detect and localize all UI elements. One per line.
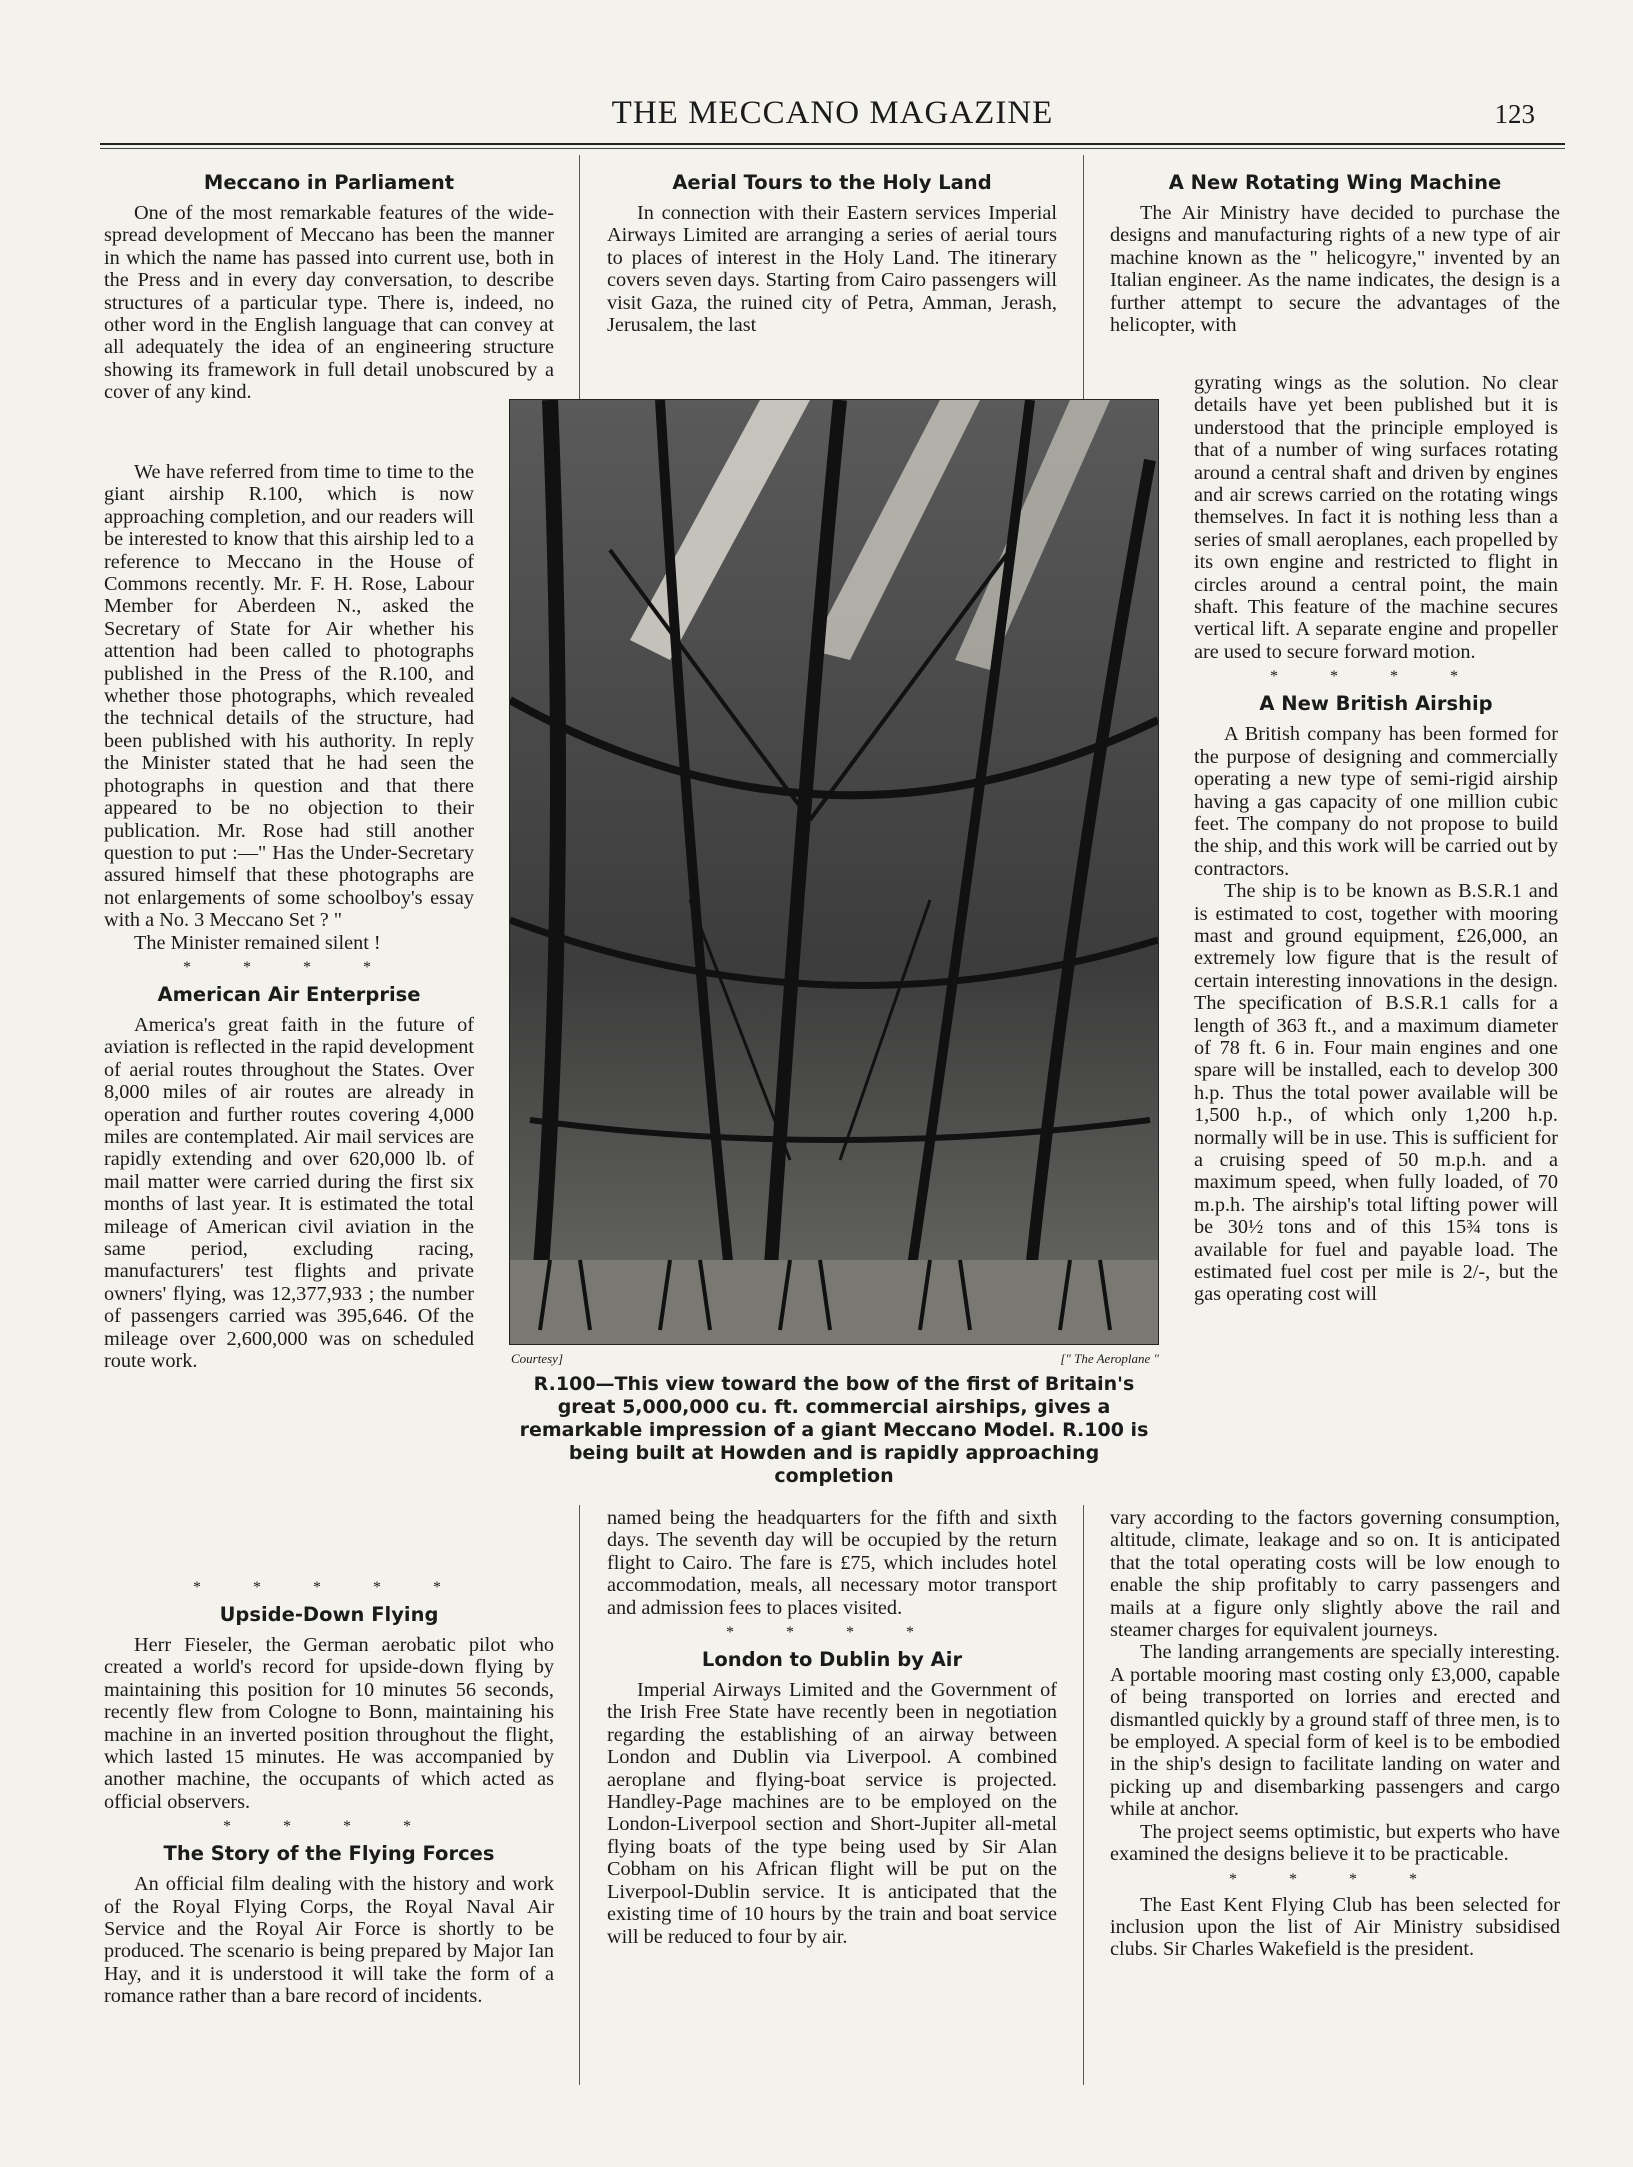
left-column-bottom bbox=[104, 1574, 554, 2008]
paragraph: The Air Ministry have decided to purchase the designs and manufacturing rights of a new type of air machine known as the " helicogyre," invented by an Italian engineer. As the name indicates, the design is a further attempt to secure the advantages of the helicopter, with bbox=[1110, 202, 1560, 337]
article-title: Aerial Tours to the Holy Land bbox=[672, 171, 992, 194]
paragraph: Imperial Airways Limited and the Government of the Irish Free State have recently been in negotiation regarding the establishing of an airway between London and Dublin via Liverpool. A combined aeroplane and flying-boat service is projected. Handley-Page machines are to be employed on the London-Liverpool section and Short-Jupiter all-metal flying boats of the type being used by Sir Alan Cobham on his African flight will be put on the Liverpool-Dublin service. It is anticipated that the existing time of 10 hours by the train and boat service will be reduced to four by air. bbox=[607, 1679, 1057, 1948]
right-column-top bbox=[1110, 170, 1560, 336]
article-title: Upside-Down Flying bbox=[219, 1603, 439, 1626]
paragraph: America's great faith in the future of aviation is reflected in the rapid development of aerial routes throughout the States. Over 8,000 miles of air routes are already in operation and further routes covering 4,000 miles are contemplated. Air mail services are rapidly extending and over 620,000 lb. of mail matter were carried during the first six months of last year. It is estimated the total mileage of American civil aviation in the same period, excluding racing, manufacturers' test flights and private owners' flying, was 12,377,933 ; the number of passengers carried was 395,646. Of the mileage over 2,600,000 was on scheduled route work. bbox=[104, 1013, 474, 1373]
middle-column-bottom bbox=[607, 1507, 1057, 1948]
paragraph: gyrating wings as the solution. No clear details have yet been published but it is understood that the principle employed is that of a number of wing surfaces rotating around a central shaft and driven by engines and air screws carried on the rotating wings themselves. In fact it is nothing less than a series of small aeroplanes, each propelled by its own engine and restricted to flight in circles around a central point, the main shaft. This feature of the machine secures vertical lift. A separate engine and propeller are used to secure forward motion. bbox=[1194, 372, 1558, 663]
paragraph: The project seems optimistic, but experts who have examined the designs believe it to be practicable. bbox=[1110, 1820, 1560, 1866]
page-header bbox=[100, 95, 1565, 135]
column-divider bbox=[1083, 155, 1084, 399]
paragraph: An official film dealing with the history and work of the Royal Flying Corps, the Royal Naval Air Service and the Royal Air Force is shortly to be produced. The scenario is being prepared by Major Ian Hay, and it is understood it will take the form of a romance rather than a bare record of incidents. bbox=[104, 1873, 554, 2008]
article-title: Meccano in Parliament bbox=[203, 171, 455, 194]
column-divider bbox=[1083, 1505, 1084, 2085]
paragraph: In connection with their Eastern services Imperial Airways Limited are arranging a series of aerial tours to places of interest in the Holy Land. The itinerary covers seven days. Starting from Cairo passengers will visit Gaza, the ruined city of Petra, Amman, Jerash, Jerusalem, the last bbox=[607, 202, 1057, 337]
section-separator: * * * * bbox=[1229, 1870, 1441, 1888]
credit-left: Courtesy] bbox=[511, 1351, 563, 1366]
paragraph: The ship is to be known as B.S.R.1 and is estimated to cost, together with mooring mast and ground equipment, £26,000, an extremely low figure that is the result of certain interesting innovations in the design. The specification of B.S.R.1 calls for a length of 363 ft., and a maximum diameter of 78 ft. 6 in. Four main engines and one spare will be installed, each to develop 300 h.p. Thus the total power available will be 1,500 h.p., of which only 1,200 h.p. normally will be in use. This is sufficient for a cruising speed of 50 m.p.h. and a maximum speed, when fully loaded, of 70 m.p.h. The airship's total lifting power will be 30½ tons and of this 15¾ tons is available for fuel and payable load. The estimated fuel cost per mile is 2/-, but the gas operating cost will bbox=[1194, 880, 1558, 1306]
section-separator: * * * * bbox=[726, 1624, 938, 1642]
section-separator: * * * * * bbox=[193, 1579, 465, 1596]
middle-column-top bbox=[607, 170, 1057, 336]
paragraph: We have referred from time to time to the giant airship R.100, which is now approaching completion, and our readers will be interested to know that this airship led to a reference to Meccano in the House of Commons recently. Mr. F. H. Rose, Labour Member for Aberdeen N., asked the Secretary of State for Air whether his attention had been called to photographs published in the Press of the R.100, and whether those photographs, which revealed the technical details of the structure, had been published with his authority. In reply the Minister stated that he had seen the photographs in question and that there appeared to be no objection to their publication. Mr. Rose had still another question to put :—" Has the Under-Secretary assured himself that these photographs are not enlargements of some schoolboy's essay with a No. 3 Meccano Set ? " bbox=[104, 461, 474, 932]
airship-photograph bbox=[509, 399, 1159, 1345]
left-column-top bbox=[104, 170, 554, 404]
header-rule-thin bbox=[100, 148, 1565, 149]
article-title: A New British Airship bbox=[1259, 692, 1493, 716]
paragraph: named being the headquarters for the fifth and sixth days. The seventh day will be occupied by the return flight to Cairo. The fare is £75, which includes hotel accommodation, meals, all necessary motor transport and admission fees to places visited. bbox=[607, 1507, 1057, 1619]
paragraph: vary according to the factors governing consumption, altitude, climate, leakage and so on. It is anticipated that the total operating costs will be low enough to enable the ship profitably to carry passengers and mails at a figure only slightly above the rail and steamer charges for equivalent journeys. bbox=[1110, 1507, 1560, 1642]
article-title: The Story of the Flying Forces bbox=[163, 1842, 495, 1866]
article-title: London to Dublin by Air bbox=[701, 1648, 963, 1672]
paragraph: The Minister remained silent ! bbox=[134, 931, 381, 954]
left-column-narrow bbox=[104, 461, 474, 1372]
paragraph: The East Kent Flying Club has been selected for inclusion upon the list of Air Ministry subsidised clubs. Sir Charles Wakefield is the president. bbox=[1110, 1893, 1560, 1961]
paragraph: A British company has been formed for the purpose of designing and commercially operating a new type of semi-rigid airship having a gas capacity of one million cubic feet. The company do not propose to build the ship, and this work will be carried out by contractors. bbox=[1194, 723, 1558, 880]
right-column-bottom bbox=[1110, 1507, 1560, 1961]
photo-block bbox=[509, 399, 1159, 1488]
article-title: A New Rotating Wing Machine bbox=[1168, 171, 1502, 194]
article-title: American Air Enterprise bbox=[157, 982, 421, 1006]
section-separator: * * * * bbox=[223, 1818, 435, 1836]
right-column-narrow bbox=[1194, 372, 1558, 1306]
masthead: THE MECCANO MAGAZINE bbox=[611, 95, 1054, 131]
page-number: 123 bbox=[1494, 99, 1535, 129]
credit-right: [" The Aeroplane " bbox=[1060, 1351, 1159, 1366]
column-divider bbox=[579, 155, 580, 399]
photo-credits bbox=[509, 1351, 1159, 1367]
column-divider bbox=[579, 1505, 580, 2085]
section-separator: * * * * bbox=[183, 958, 395, 976]
paragraph: One of the most remarkable features of the wide-spread development of Meccano has been the manner in which the name has passed into current use, both in the Press and in every day conversation, to describe structures of a particular type. There is, indeed, no other word in the English language that can convey at all adequately the idea of an engineering structure showing its framework in full detail unobscured by a cover of any kind. bbox=[104, 202, 554, 404]
paragraph: Herr Fieseler, the German aerobatic pilot who created a world's record for upside-down flying by maintaining this position for 10 minutes 56 seconds, recently flew from Cologne to Bonn, maintaining his machine in an inverted position throughout the flight, which lasted 15 minutes. He was accompanied by another machine, the occupants of which acted as official observers. bbox=[104, 1634, 554, 1813]
section-separator: * * * * bbox=[1270, 668, 1482, 686]
airship-framework-image bbox=[510, 400, 1158, 1344]
header-rule bbox=[100, 143, 1565, 145]
paragraph: The landing arrangements are specially interesting. A portable mooring mast costing only £3,000, capable of being transported on lorries and erected and dismantled quickly by a ground staff of three men, is to be employed. A special form of keel is to be embodied in the ship's design to facilitate landing on water and picking up and disembarking passengers and cargo while at anchor. bbox=[1110, 1641, 1560, 1821]
photo-caption: R.100—This view toward the bow of the first of Britain's great 5,000,000 cu. ft. commercial airships, gives a remarkable impression of a giant Meccano Model. R.100 is being built at Howden and is rapidly approaching completion bbox=[519, 1373, 1149, 1487]
